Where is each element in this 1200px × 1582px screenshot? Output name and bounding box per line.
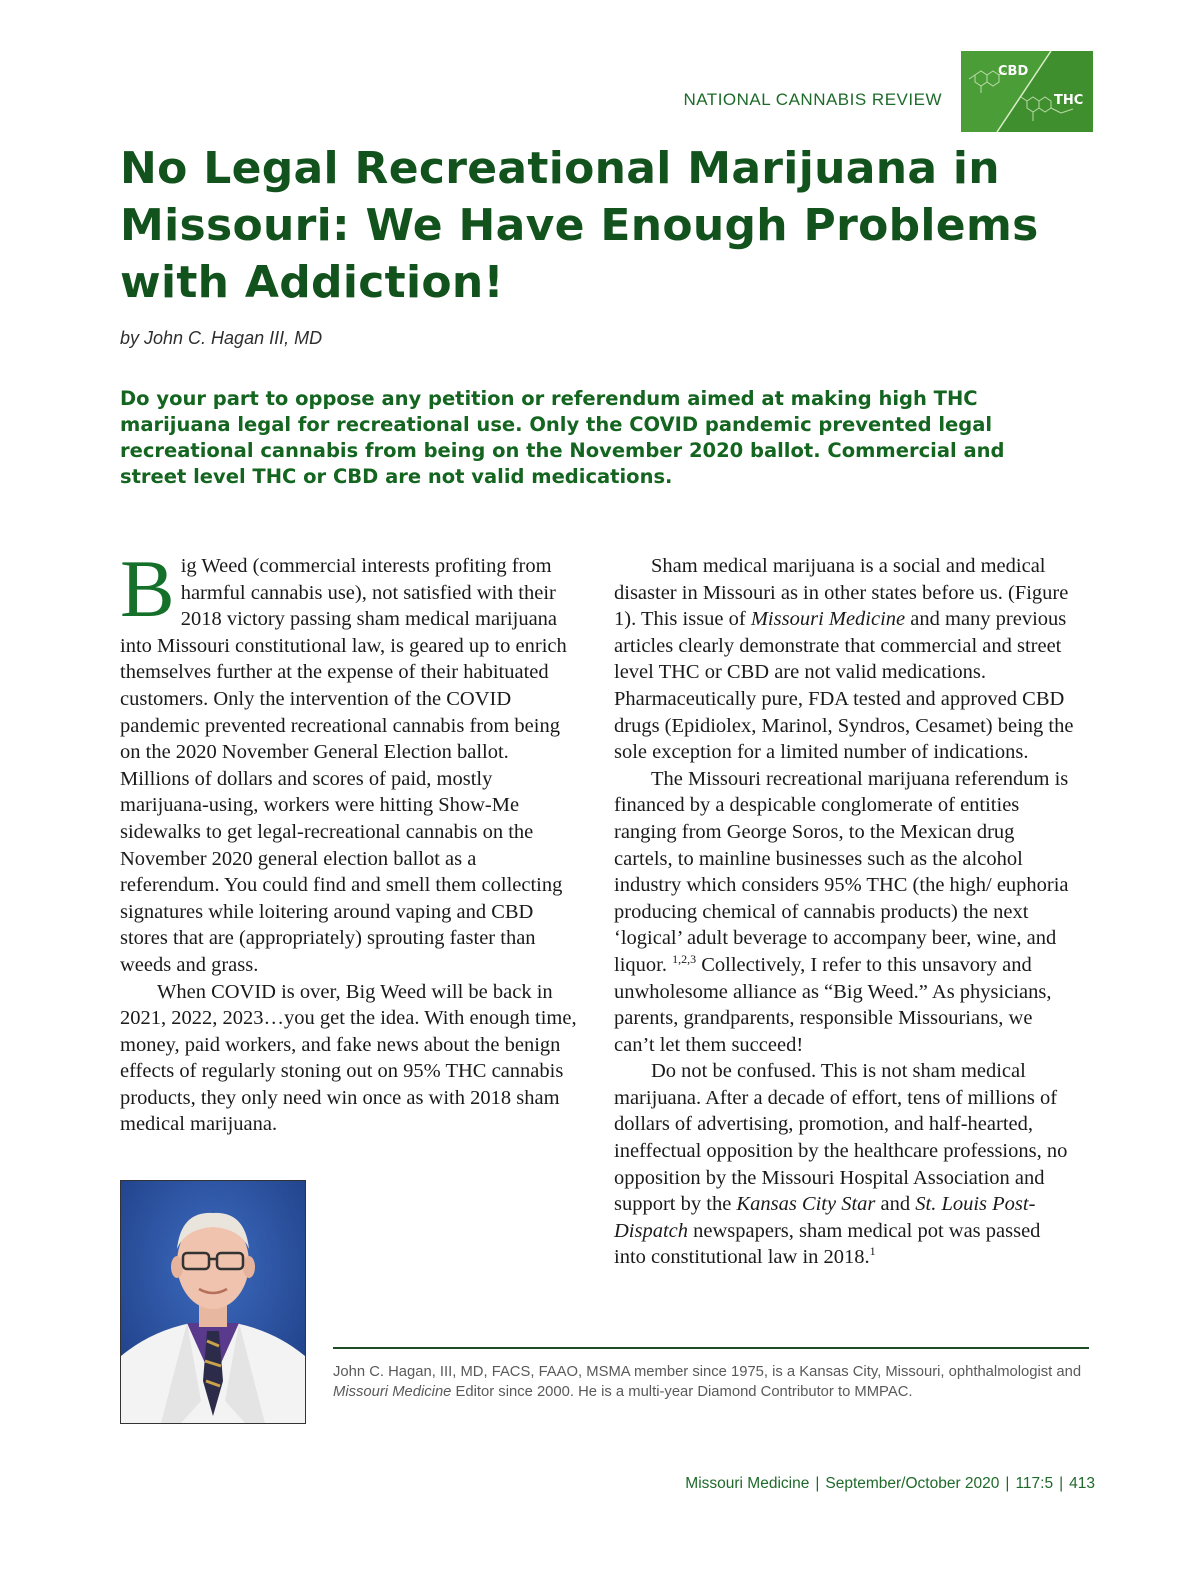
newspaper-name: Kansas City Star (736, 1193, 876, 1216)
paragraph (120, 543, 578, 979)
author-photo (121, 1181, 305, 1423)
paragraph-text: ig Weed (commercial interests profiting from harmful cannabis use), not satisfied with their 2018 victory passing sham medical marijuana into Missouri constitutional law, is geared up to enrich themselves further at the expense of their habituated customers. Only the intervention of the COVID pandemic prevented recreational cannabis from being on the 2020 November General Election ballot. Millions of dollars and scores of paid, mostly marijuana-using, workers were hitting Show-Me sidewalks to get legal-recreational cannabis on the November 2020 general election ballot as a referendum. You could find and smell them collecting signatures while loitering around vaping and CBD stores that are (appropriately) sprouting faster than weeds and grass. (120, 555, 567, 976)
journal-name: Missouri Medicine (750, 608, 906, 631)
cbd-thc-logo (961, 51, 1093, 132)
footer-issue-date: September/October 2020 (825, 1475, 1000, 1492)
right-column (614, 553, 1074, 1271)
author-portrait (120, 1180, 306, 1424)
page-number: 413 (1069, 1475, 1095, 1492)
citation-refs: 1,2,3 (672, 952, 697, 967)
article-deck: Do your part to oppose any petition or referendum aimed at making high THC marijuana legal for recreational use. Only the COVID pandemic prevented legal recreational cannabis from being on the November 2020 ballot. Commercial and street level THC or CBD are not valid medications. (120, 387, 1005, 488)
paragraph: Sham medical marijuana is a social and medical disaster in Missouri as in other states before us. (Figure 1). This issue of Missouri Medicine and many previous articles clearly demonstrate that commercial and street level THC or CBD are not valid medications. Pharmaceutically pure, FDA tested and approved CBD drugs (Epidiolex, Marinol, Syndros, Cesamet) being the sole exception for a limited number of indications. (614, 555, 1074, 764)
left-column (120, 543, 578, 1138)
paragraph: When COVID is over, Big Weed will be back in 2021, 2022, 2023…you get the idea. With enough time, money, paid workers, and fake news about the benign effects of regularly stoning out on 95% THC cannabis products, they only need win once as with 2018 sham medical marijuana. (120, 980, 577, 1136)
page-footer: Missouri Medicine | September/October 2020 | 117:5 | 413 (685, 1475, 1095, 1492)
drop-cap: B (120, 543, 175, 634)
article-title: No Legal Recreational Marijuana in Missouri: We Have Enough Problems with Addiction! (120, 143, 1039, 308)
citation-refs: 1 (869, 1244, 876, 1259)
author-bio: John C. Hagan, III, MD, FACS, FAAO, MSMA member since 1975, is a Kansas City, Missouri, ophthalmologist and Missouri Medicine Editor since 2000. He is a multi-year Diamond Contributor to MMPAC. (333, 1364, 1082, 1400)
cbd-thc-molecule-icon (961, 51, 1093, 132)
bio-divider (333, 1347, 1089, 1349)
newspaper-name: St. Louis Post-Dispatch (614, 1193, 1036, 1242)
paragraph: The Missouri recreational marijuana referendum is financed by a despicable conglomerate of entities ranging from George Soros, to the Mexican drug cartels, to mainline businesses such as the alcohol industry which considers 95% THC (the high/ euphoria producing chemical of cannabis products) the next ‘logical’ adult beverage to accompany beer, wine, and liquor. $^{1,2,3}$ Collectively, I refer to this unsavory and unwholesome alliance as “Big Weed.” As physicians, parents, grandparents, responsible Missourians, we can’t let them succeed! (614, 767, 1069, 1056)
section-label: NATIONAL CANNABIS REVIEW (683, 90, 942, 109)
footer-volume: 117:5 (1015, 1475, 1054, 1492)
logo-thc-label: THC (1054, 93, 1084, 108)
journal-name: Missouri Medicine (333, 1383, 452, 1400)
byline: by John C. Hagan III, MD (120, 328, 323, 348)
footer-journal: Missouri Medicine (685, 1475, 810, 1492)
logo-cbd-label: CBD (998, 64, 1029, 79)
paragraph: Do not be confused. This is not sham medical marijuana. After a decade of effort, tens of millions of dollars of advertising, promotion, and half-hearted, ineffectual opposition by the healthcare professions, no opposition by the Missouri Hospital Association and support by the Kansas City Star and St. Louis Post-Dispatch newspapers, sham medical pot was passed into constitutional law in 2018.$^1$ (614, 1060, 1068, 1269)
